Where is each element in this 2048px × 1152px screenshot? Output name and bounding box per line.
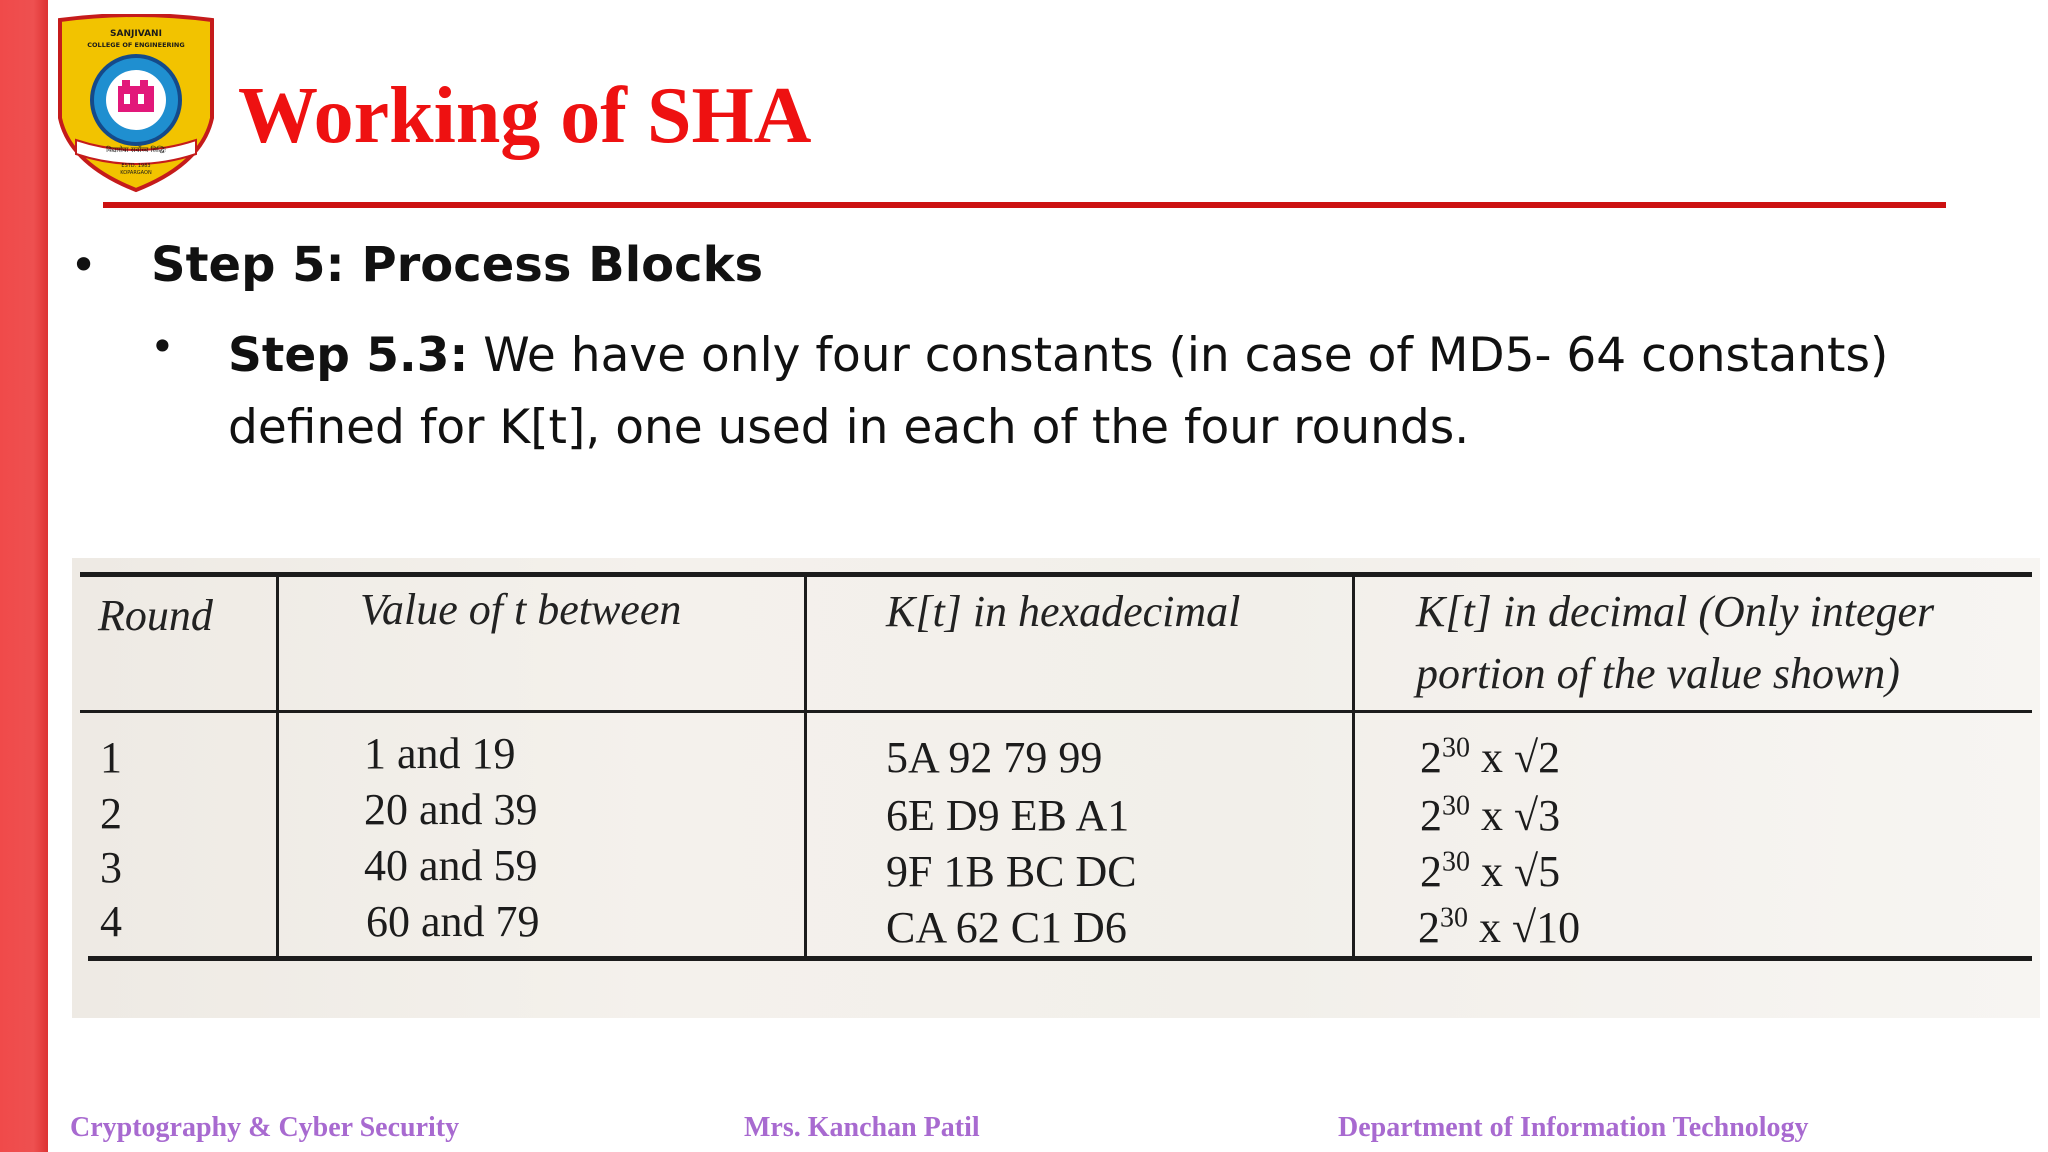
cell-t-range: 20 and 39 [364,785,538,834]
dec-base: 2 [1420,733,1442,782]
table-header-rule [80,710,2032,713]
logo-top-text: SANJIVANI [110,29,162,39]
logo-sub-text: COLLEGE OF ENGINEERING [87,41,185,49]
cell-t-range: 60 and 79 [366,897,540,946]
constants-table [80,572,2032,968]
dec-exp: 30 [1442,732,1470,764]
header-t-range: Value of t between [360,585,682,634]
step-label: Step 5.3: [228,328,469,383]
header-hex: K[t] in hexadecimal [886,587,1241,636]
logo-motto: विद्यासेवा सर्वोच्च सिद्धिः [106,146,166,154]
cell-hex: CA 62 C1 D6 [886,903,1127,952]
left-accent-bar [0,0,48,1152]
dec-exp: 30 [1440,902,1468,934]
dec-exp: 30 [1442,846,1470,878]
cell-hex: 6E D9 EB A1 [886,791,1130,840]
dec-rest: x √5 [1481,847,1561,896]
column-divider [804,572,807,960]
cell-hex: 9F 1B BC DC [886,847,1137,896]
column-divider [276,572,279,960]
logo-place: KOPARGAON [120,170,152,176]
dec-exp: 30 [1442,790,1470,822]
dec-rest: x √2 [1481,733,1561,782]
footer-department: Department of Information Technology [1338,1112,1809,1143]
table-bottom-rule [88,956,2032,961]
cell-dec [1420,846,1561,896]
sub-bullet-icon: • [150,322,175,371]
table-top-rule [80,572,2032,577]
step-body [228,320,1948,464]
header-dec-line2: portion of the value shown) [1416,649,1900,698]
cell-t-range: 40 and 59 [364,841,538,890]
college-logo [52,14,220,194]
cell-round: 2 [100,789,122,838]
dec-base: 2 [1418,903,1440,952]
title-underline [103,202,1946,208]
logo-estd: ESTD. 1983 [121,163,151,169]
footer-author: Mrs. Kanchan Patil [744,1112,980,1143]
dec-base: 2 [1420,791,1442,840]
slide-title: Working of SHA [238,72,812,160]
bullet-icon: • [70,238,98,292]
dec-rest: x √3 [1481,791,1561,840]
cell-round: 3 [100,843,122,892]
cell-dec [1420,790,1561,840]
cell-hex: 5A 92 79 99 [886,733,1103,782]
cell-dec [1420,732,1561,782]
header-dec-line1: K[t] in decimal (Only integer [1416,587,1935,636]
step-heading: Step 5: Process Blocks [151,237,764,293]
step-text: We have only four constants (in case of MD5- 64 constants) defined for K[t], one used in each of the four rounds. [228,328,1889,455]
dec-rest: x √10 [1479,903,1581,952]
dec-base: 2 [1420,847,1442,896]
cell-round: 1 [100,733,122,782]
cell-t-range: 1 and 19 [364,729,516,778]
footer-course: Cryptography & Cyber Security [70,1112,460,1143]
header-round: Round [98,591,213,640]
cell-round: 4 [100,897,122,946]
cell-dec [1418,902,1581,952]
column-divider [1352,572,1355,960]
